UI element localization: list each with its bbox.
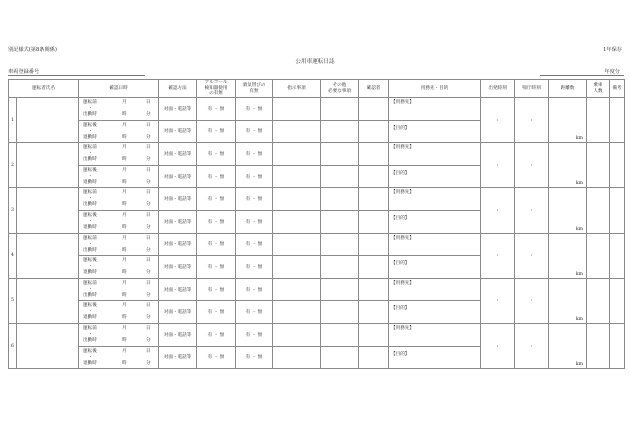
- day-label: 日: [146, 303, 151, 309]
- after-other-items-cell[interactable]: [321, 165, 359, 188]
- before-checker-cell[interactable]: [359, 233, 389, 256]
- before-method-cell[interactable]: 対面・電話等: [159, 233, 197, 256]
- purpose-cell[interactable]: [389, 120, 481, 143]
- month-label: 月: [122, 100, 127, 105]
- before-method-cell[interactable]: 対面・電話等: [159, 143, 197, 166]
- passengers-cell[interactable]: [587, 278, 610, 323]
- month-label: 月: [122, 235, 127, 241]
- driver-name-cell[interactable]: [17, 188, 79, 233]
- dot-separator: ・: [88, 286, 93, 292]
- before-method-cell[interactable]: 対面・電話等: [159, 98, 197, 121]
- minute-label: 分: [146, 360, 151, 366]
- after-instructions-cell[interactable]: [273, 120, 321, 143]
- driver-name-cell[interactable]: [17, 323, 79, 368]
- leave-label: 退勤時: [83, 179, 97, 185]
- day-label: 日: [146, 145, 151, 151]
- row-number-label: 6: [11, 343, 14, 349]
- destination-label: 【用務先】: [391, 100, 414, 105]
- purpose-cell[interactable]: [389, 165, 481, 188]
- before-drive-datetime-cell[interactable]: [79, 233, 159, 256]
- passengers-cell[interactable]: [587, 188, 610, 233]
- col-instructions: 指示事項: [273, 80, 321, 98]
- after-method-cell[interactable]: 対面・電話等: [159, 346, 197, 369]
- before-alcohol-detector-cell[interactable]: 有 ・ 無: [197, 323, 236, 346]
- after-drive-datetime-cell[interactable]: [79, 120, 159, 143]
- distance-cell[interactable]: [549, 188, 587, 233]
- row-number: [9, 98, 17, 143]
- notes-cell[interactable]: [610, 188, 625, 233]
- retention-label: 1年保存: [603, 47, 622, 53]
- km-unit: km: [575, 362, 584, 368]
- month-label: 月: [122, 325, 127, 331]
- hour-label: 時: [122, 224, 127, 230]
- km-unit: km: [575, 316, 584, 322]
- departure-label: 出勤時: [83, 247, 97, 253]
- after-drive-datetime-cell[interactable]: [79, 210, 159, 233]
- day-label: 日: [146, 280, 151, 286]
- month-label: 月: [122, 190, 127, 196]
- col-drunk-state: 酒気帯びの 有無: [236, 80, 273, 98]
- after-alcohol-detector-cell[interactable]: 有 ・ 無: [197, 346, 236, 369]
- after-label: 運転後: [83, 258, 97, 264]
- before-alcohol-detector-cell[interactable]: 有 ・ 無: [197, 143, 236, 166]
- before-alcohol-detector-cell[interactable]: 有 ・ 無: [197, 98, 236, 121]
- purpose-label: 【目的】: [391, 125, 410, 131]
- after-method-cell[interactable]: 対面・電話等: [159, 256, 197, 279]
- before-drunk-state-cell[interactable]: 有 ・ 無: [236, 188, 273, 211]
- minute-label: 分: [146, 134, 151, 140]
- before-checker-cell[interactable]: [359, 278, 389, 301]
- notes-cell[interactable]: [610, 233, 625, 278]
- after-other-items-cell[interactable]: [321, 301, 359, 324]
- distance-cell[interactable]: [549, 143, 587, 188]
- after-alcohol-detector-cell[interactable]: 有 ・ 無: [197, 120, 236, 143]
- after-method-cell[interactable]: 対面・電話等: [159, 165, 197, 188]
- day-label: 日: [146, 325, 151, 331]
- departure-label: 出勤時: [83, 292, 97, 298]
- destination-cell[interactable]: [389, 323, 481, 346]
- purpose-cell[interactable]: [389, 210, 481, 233]
- destination-cell[interactable]: [389, 278, 481, 301]
- before-alcohol-detector-cell[interactable]: 有 ・ 無: [197, 278, 236, 301]
- before-instructions-cell[interactable]: [273, 323, 321, 346]
- destination-label: 【用務先】: [391, 280, 414, 286]
- after-checker-cell[interactable]: [359, 346, 389, 369]
- before-other-items-cell[interactable]: [321, 323, 359, 346]
- hour-label: 時: [122, 157, 127, 163]
- leave-label: 退勤時: [83, 360, 97, 366]
- col-destination-purpose: 用務先・目的: [389, 80, 481, 98]
- after-other-items-cell[interactable]: [321, 346, 359, 369]
- row-number-label: 5: [11, 298, 14, 304]
- day-label: 日: [146, 167, 151, 173]
- month-label: 月: [122, 348, 127, 354]
- return-time-cell[interactable]: :: [515, 278, 549, 323]
- after-method-cell[interactable]: 対面・電話等: [159, 210, 197, 233]
- before-instructions-cell[interactable]: [273, 143, 321, 166]
- passengers-cell[interactable]: [587, 143, 610, 188]
- after-drunk-state-cell[interactable]: 有 ・ 無: [236, 301, 273, 324]
- after-other-items-cell[interactable]: [321, 210, 359, 233]
- before-checker-cell[interactable]: [359, 143, 389, 166]
- col-driver-name: 運転者氏名: [9, 80, 79, 98]
- departure-time-cell[interactable]: :: [481, 233, 515, 278]
- after-method-cell[interactable]: 対面・電話等: [159, 120, 197, 143]
- before-drunk-state-cell[interactable]: 有 ・ 無: [236, 323, 273, 346]
- table-row-before: [9, 143, 625, 166]
- departure-time-cell[interactable]: :: [481, 98, 515, 143]
- dot-separator: ・: [88, 331, 93, 337]
- col-departure-time: 出発時刻: [481, 80, 515, 98]
- minute-label: 分: [146, 247, 151, 253]
- destination-cell[interactable]: [389, 98, 481, 121]
- distance-cell[interactable]: [549, 233, 587, 278]
- km-unit: km: [575, 271, 584, 277]
- purpose-label: 【目的】: [391, 261, 410, 267]
- km-unit: km: [575, 226, 584, 232]
- before-label: 運転前: [83, 100, 97, 105]
- km-unit: km: [575, 181, 584, 187]
- col-confirm-method: 確認方法: [159, 80, 197, 98]
- after-drunk-state-cell[interactable]: 有 ・ 無: [236, 165, 273, 188]
- col-return-time: 帰庁時刻: [515, 80, 549, 98]
- day-label: 日: [146, 122, 151, 128]
- destination-label: 【用務先】: [391, 235, 414, 241]
- destination-label: 【用務先】: [391, 190, 414, 196]
- after-drunk-state-cell[interactable]: 有 ・ 無: [236, 120, 273, 143]
- after-drive-datetime-cell[interactable]: [79, 256, 159, 279]
- departure-label: 出勤時: [83, 202, 97, 208]
- before-checker-cell[interactable]: [359, 98, 389, 121]
- after-instructions-cell[interactable]: [273, 256, 321, 279]
- hour-label: 時: [122, 202, 127, 208]
- before-instructions-cell[interactable]: [273, 98, 321, 121]
- purpose-cell[interactable]: [389, 301, 481, 324]
- after-checker-cell[interactable]: [359, 165, 389, 188]
- after-alcohol-detector-cell[interactable]: 有 ・ 無: [197, 301, 236, 324]
- after-method-cell[interactable]: 対面・電話等: [159, 301, 197, 324]
- before-other-items-cell[interactable]: [321, 188, 359, 211]
- hour-label: 時: [122, 112, 127, 117]
- dot-separator: ・: [88, 309, 93, 315]
- day-label: 日: [146, 258, 151, 264]
- notes-cell[interactable]: [610, 98, 625, 143]
- before-method-cell[interactable]: 対面・電話等: [159, 323, 197, 346]
- day-label: 日: [146, 212, 151, 218]
- hour-label: 時: [122, 179, 127, 185]
- minute-label: 分: [146, 157, 151, 163]
- purpose-label: 【目的】: [391, 351, 410, 357]
- vehicle-number-underline: [8, 75, 145, 76]
- notes-cell[interactable]: [610, 143, 625, 188]
- hour-label: 時: [122, 360, 127, 366]
- dot-separator: ・: [88, 173, 93, 179]
- table-row-before: [9, 98, 625, 121]
- departure-time-cell[interactable]: :: [481, 143, 515, 188]
- before-alcohol-detector-cell[interactable]: 有 ・ 無: [197, 188, 236, 211]
- day-label: 日: [146, 235, 151, 241]
- destination-label: 【用務先】: [391, 325, 414, 331]
- dot-separator: ・: [88, 218, 93, 224]
- before-other-items-cell[interactable]: [321, 233, 359, 256]
- driver-name-cell[interactable]: [17, 233, 79, 278]
- purpose-label: 【目的】: [391, 306, 410, 312]
- departure-time-cell[interactable]: :: [481, 188, 515, 233]
- leave-label: 退勤時: [83, 134, 97, 140]
- dot-separator: ・: [88, 264, 93, 270]
- minute-label: 分: [146, 179, 151, 185]
- dot-separator: ・: [88, 241, 93, 247]
- row-number-label: 3: [11, 207, 14, 213]
- minute-label: 分: [146, 315, 151, 321]
- after-checker-cell[interactable]: [359, 120, 389, 143]
- dot-separator: ・: [88, 354, 93, 360]
- notes-cell[interactable]: [610, 278, 625, 323]
- before-instructions-cell[interactable]: [273, 278, 321, 301]
- departure-label: 出勤時: [83, 157, 97, 163]
- col-alcohol-detector: アルコール 検知器使用 の有無: [197, 80, 236, 98]
- fiscal-year-underline: [540, 75, 624, 76]
- before-other-items-cell[interactable]: [321, 143, 359, 166]
- month-label: 月: [122, 167, 127, 173]
- row-number: [9, 323, 17, 368]
- minute-label: 分: [146, 112, 151, 117]
- minute-label: 分: [146, 224, 151, 230]
- after-instructions-cell[interactable]: [273, 210, 321, 233]
- after-instructions-cell[interactable]: [273, 346, 321, 369]
- dot-separator: ・: [88, 196, 93, 202]
- row-number-label: 2: [11, 162, 14, 168]
- before-instructions-cell[interactable]: [273, 233, 321, 256]
- before-label: 運転前: [83, 190, 97, 196]
- hour-label: 時: [122, 337, 127, 343]
- before-method-cell[interactable]: 対面・電話等: [159, 188, 197, 211]
- hour-label: 時: [122, 134, 127, 140]
- before-label: 運転前: [83, 280, 97, 286]
- col-confirm-datetime: 確認日時: [79, 80, 159, 98]
- table-row-before: [9, 278, 625, 301]
- table-row-before: [9, 323, 625, 346]
- vehicle-number-label: 車両登録番号: [8, 69, 40, 75]
- return-time-cell[interactable]: :: [515, 143, 549, 188]
- after-drunk-state-cell[interactable]: 有 ・ 無: [236, 256, 273, 279]
- distance-cell[interactable]: [549, 323, 587, 368]
- before-drive-datetime-cell[interactable]: [79, 143, 159, 166]
- before-instructions-cell[interactable]: [273, 188, 321, 211]
- after-checker-cell[interactable]: [359, 256, 389, 279]
- return-time-cell[interactable]: :: [515, 98, 549, 143]
- driver-name-cell[interactable]: [17, 98, 79, 143]
- col-checker: 確認者: [359, 80, 389, 98]
- before-method-cell[interactable]: 対面・電話等: [159, 278, 197, 301]
- dot-separator: ・: [88, 151, 93, 157]
- month-label: 月: [122, 258, 127, 264]
- after-instructions-cell[interactable]: [273, 301, 321, 324]
- purpose-label: 【目的】: [391, 215, 410, 221]
- row-number: [9, 278, 17, 323]
- minute-label: 分: [146, 292, 151, 298]
- table-row-before: [9, 188, 625, 211]
- return-time-cell[interactable]: :: [515, 323, 549, 368]
- notes-cell[interactable]: [610, 323, 625, 368]
- after-drive-datetime-cell[interactable]: [79, 165, 159, 188]
- after-label: 運転後: [83, 122, 97, 128]
- day-label: 日: [146, 348, 151, 354]
- month-label: 月: [122, 145, 127, 151]
- after-alcohol-detector-cell[interactable]: 有 ・ 無: [197, 210, 236, 233]
- driver-name-cell[interactable]: [17, 278, 79, 323]
- after-drive-datetime-cell[interactable]: [79, 346, 159, 369]
- row-number-label: 4: [11, 253, 14, 259]
- day-label: 日: [146, 100, 151, 105]
- before-alcohol-detector-cell[interactable]: 有 ・ 無: [197, 233, 236, 256]
- km-unit: km: [575, 136, 584, 142]
- driver-name-cell[interactable]: [17, 143, 79, 188]
- month-label: 月: [122, 122, 127, 128]
- destination-label: 【用務先】: [391, 145, 414, 151]
- destination-cell[interactable]: [389, 143, 481, 166]
- before-drunk-state-cell[interactable]: 有 ・ 無: [236, 278, 273, 301]
- after-drunk-state-cell[interactable]: 有 ・ 無: [236, 210, 273, 233]
- before-label: 運転前: [83, 325, 97, 331]
- purpose-label: 【目的】: [391, 170, 410, 176]
- after-other-items-cell[interactable]: [321, 120, 359, 143]
- table-header-row: [9, 80, 625, 98]
- driving-log-table: [8, 79, 625, 369]
- row-number: [9, 188, 17, 233]
- before-drunk-state-cell[interactable]: 有 ・ 無: [236, 143, 273, 166]
- before-checker-cell[interactable]: [359, 188, 389, 211]
- fiscal-year-label: 年度分: [604, 69, 620, 75]
- before-drive-datetime-cell[interactable]: [79, 188, 159, 211]
- row-number: [9, 233, 17, 278]
- destination-cell[interactable]: [389, 188, 481, 211]
- before-other-items-cell[interactable]: [321, 98, 359, 121]
- row-number: [9, 143, 17, 188]
- destination-cell[interactable]: [389, 233, 481, 256]
- month-label: 月: [122, 303, 127, 309]
- minute-label: 分: [146, 202, 151, 208]
- after-checker-cell[interactable]: [359, 301, 389, 324]
- before-other-items-cell[interactable]: [321, 278, 359, 301]
- departure-label: 出勤時: [83, 337, 97, 343]
- hour-label: 時: [122, 270, 127, 276]
- hour-label: 時: [122, 247, 127, 253]
- leave-label: 退勤時: [83, 270, 97, 276]
- table-row-before: [9, 233, 625, 256]
- before-drive-datetime-cell[interactable]: [79, 278, 159, 301]
- minute-label: 分: [146, 337, 151, 343]
- departure-time-cell[interactable]: :: [481, 323, 515, 368]
- departure-label: 出勤時: [83, 112, 97, 117]
- hour-label: 時: [122, 292, 127, 298]
- row-number-label: 1: [11, 117, 14, 123]
- before-drive-datetime-cell[interactable]: [79, 323, 159, 346]
- before-drunk-state-cell[interactable]: 有 ・ 無: [236, 98, 273, 121]
- passengers-cell[interactable]: [587, 98, 610, 143]
- dot-separator: ・: [88, 128, 93, 134]
- col-passengers: 乗車 人数: [587, 80, 610, 98]
- day-label: 日: [146, 190, 151, 196]
- after-label: 運転後: [83, 303, 97, 309]
- minute-label: 分: [146, 270, 151, 276]
- distance-cell[interactable]: [549, 278, 587, 323]
- passengers-cell[interactable]: [587, 233, 610, 278]
- return-time-cell[interactable]: :: [515, 188, 549, 233]
- leave-label: 退勤時: [83, 315, 97, 321]
- month-label: 月: [122, 280, 127, 286]
- after-label: 運転後: [83, 348, 97, 354]
- leave-label: 退勤時: [83, 224, 97, 230]
- return-time-cell[interactable]: :: [515, 233, 549, 278]
- before-label: 運転前: [83, 235, 97, 241]
- col-distance: 距離数: [549, 80, 587, 98]
- before-drunk-state-cell[interactable]: 有 ・ 無: [236, 233, 273, 256]
- hour-label: 時: [122, 315, 127, 321]
- dot-separator: ・: [88, 106, 93, 111]
- after-other-items-cell[interactable]: [321, 256, 359, 279]
- after-drunk-state-cell[interactable]: 有 ・ 無: [236, 346, 273, 369]
- col-notes: 備考: [610, 80, 625, 98]
- after-alcohol-detector-cell[interactable]: 有 ・ 無: [197, 165, 236, 188]
- before-label: 運転前: [83, 145, 97, 151]
- col-other-items: その他 必要な事項: [321, 80, 359, 98]
- purpose-cell[interactable]: [389, 256, 481, 279]
- before-drive-datetime-cell[interactable]: [79, 98, 159, 121]
- passengers-cell[interactable]: [587, 323, 610, 368]
- after-alcohol-detector-cell[interactable]: 有 ・ 無: [197, 256, 236, 279]
- after-label: 運転後: [83, 212, 97, 218]
- form-label: 別記様式(第8条関係): [8, 47, 57, 53]
- distance-cell[interactable]: [549, 98, 587, 143]
- after-drive-datetime-cell[interactable]: [79, 301, 159, 324]
- after-checker-cell[interactable]: [359, 210, 389, 233]
- before-checker-cell[interactable]: [359, 323, 389, 346]
- purpose-cell[interactable]: [389, 346, 481, 369]
- after-instructions-cell[interactable]: [273, 165, 321, 188]
- departure-time-cell[interactable]: :: [481, 278, 515, 323]
- after-label: 運転後: [83, 167, 97, 173]
- month-label: 月: [122, 212, 127, 218]
- document-title: 公用車運転日誌: [295, 59, 335, 65]
